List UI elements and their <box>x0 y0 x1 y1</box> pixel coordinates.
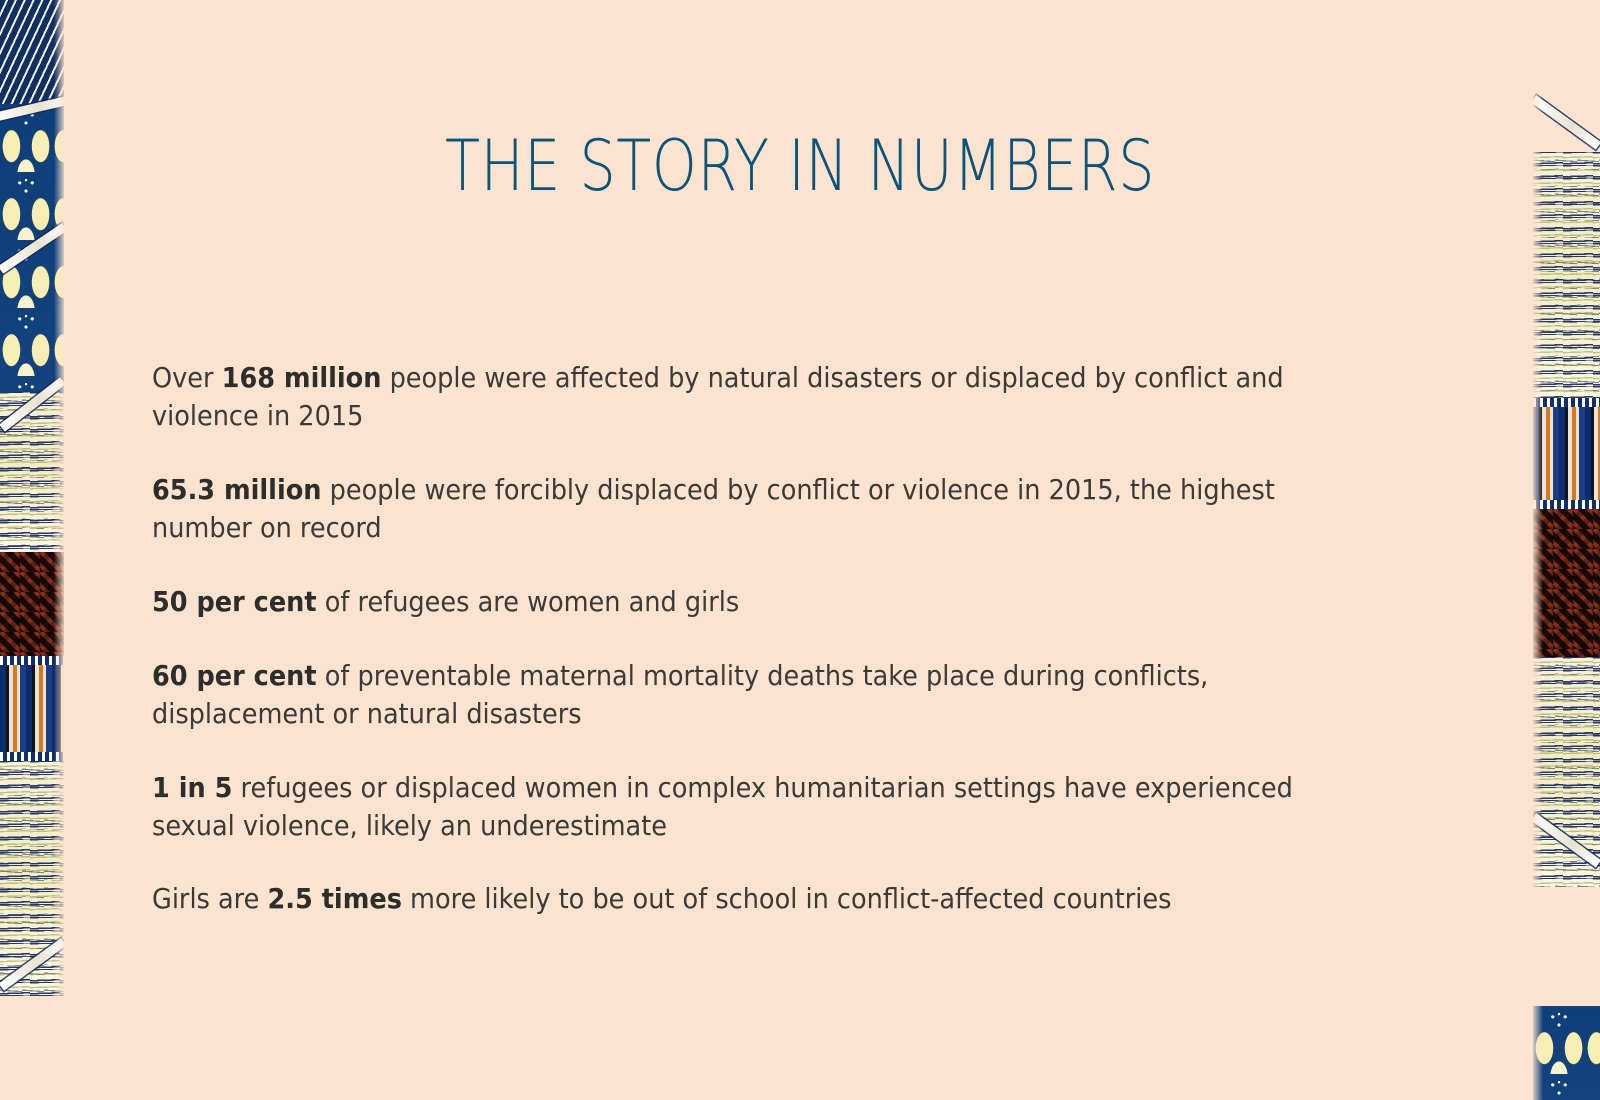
fabric-band-lattice <box>0 552 64 662</box>
statistic-item <box>152 584 1315 622</box>
right-fabric-border <box>1533 0 1600 1100</box>
fabric-band-dots <box>1533 398 1600 407</box>
page-title: THE STORY IN NUMBERS <box>445 124 1155 207</box>
statistic-value: 1 in 5 <box>152 771 233 804</box>
fabric-band-rays <box>0 0 64 112</box>
statistic-value: 60 per cent <box>152 659 317 692</box>
statistic-description: of refugees are women and girls <box>316 585 740 618</box>
statistic-value: 50 per cent <box>152 585 317 618</box>
statistic-value: 168 million <box>221 362 382 394</box>
statistic-description: people were affected by natural disasters or displaced by conflict and violence in 2015 <box>152 362 1292 432</box>
statistic-value: 65.3 million <box>152 473 322 506</box>
fabric-band-zigzag <box>0 992 64 1100</box>
fabric-band-ikat <box>1533 407 1600 502</box>
fabric-band-ikat <box>0 665 64 755</box>
statistic-value: 2.5 times <box>267 883 402 916</box>
fabric-band-lattice <box>1533 509 1600 659</box>
fabric-band-waves <box>1533 152 1600 402</box>
fabric-band-dots <box>0 656 64 665</box>
statistic-lead: Girls are <box>152 883 268 916</box>
statistics-list <box>152 360 1402 919</box>
fabric-band-zigzag <box>1533 878 1600 1013</box>
statistic-description: people were forcibly displaced by conflict or violence in 2015, the highest number on record <box>152 473 1284 544</box>
statistic-item <box>152 360 1315 436</box>
statistic-description: of preventable maternal mortality deaths take place during conflicts, displacement or natural disasters <box>152 659 1217 730</box>
statistic-description: more likely to be out of school in conflict-affected countries <box>401 883 1172 916</box>
statistic-item <box>152 770 1315 846</box>
statistic-item <box>152 658 1315 734</box>
fabric-band-ovals <box>1533 1006 1600 1100</box>
fabric-band-dots <box>0 752 64 761</box>
left-fabric-border <box>0 0 64 1100</box>
fabric-band-dots <box>1533 500 1600 509</box>
statistic-description: refugees or displaced women in complex humanitarian settings have experienced sexual violence, likely an underestimate <box>152 771 1301 842</box>
statistic-item <box>152 472 1315 548</box>
statistic-lead: Over <box>152 362 222 394</box>
statistic-item <box>152 881 1315 919</box>
